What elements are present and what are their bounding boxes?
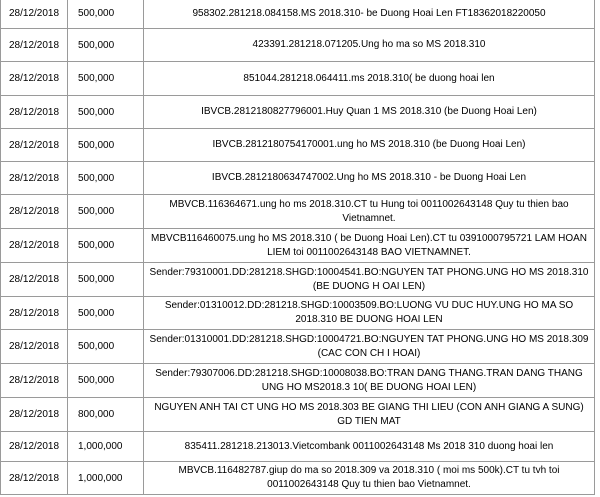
table-row [1,162,595,195]
description-cell: Sender:79310001.DD:281218.SHGD:10004541.BO:NGUYEN TAT PHONG.UNG HO MS 2018.310 (BE DUONG H OAI LEN) [144,263,595,297]
date-cell: 28/12/2018 [1,0,68,29]
date-cell: 28/12/2018 [1,229,68,263]
date-cell: 28/12/2018 [1,96,68,129]
date-cell: 28/12/2018 [1,330,68,364]
amount-cell: 1,000,000 [68,462,144,495]
table-row [1,62,595,96]
description-cell: 958302.281218.084158.MS 2018.310- be Duong Hoai Len FT18362018220050 [144,0,595,29]
date-cell: 28/12/2018 [1,432,68,462]
date-cell: 28/12/2018 [1,195,68,229]
date-cell: 28/12/2018 [1,297,68,330]
donation-table-body [1,0,595,495]
table-row [1,364,595,398]
date-cell: 28/12/2018 [1,29,68,62]
amount-cell: 500,000 [68,162,144,195]
amount-cell: 500,000 [68,364,144,398]
description-cell: IBVCB.2812180634747002.Ung ho MS 2018.310 - be Duong Hoai Len [144,162,595,195]
table-row [1,297,595,330]
date-cell: 28/12/2018 [1,462,68,495]
table-row [1,29,595,62]
description-cell: 851044.281218.064411.ms 2018.310( be duong hoai len [144,62,595,96]
amount-cell: 500,000 [68,330,144,364]
amount-cell: 1,000,000 [68,432,144,462]
amount-cell: 500,000 [68,62,144,96]
table-row [1,263,595,297]
date-cell: 28/12/2018 [1,398,68,432]
date-cell: 28/12/2018 [1,263,68,297]
table-row [1,432,595,462]
date-cell: 28/12/2018 [1,162,68,195]
amount-cell: 500,000 [68,263,144,297]
description-cell: 423391.281218.071205.Ung ho ma so MS 2018.310 [144,29,595,62]
description-cell: IBVCB.2812180754170001.ung ho MS 2018.310 (be Duong Hoai Len) [144,129,595,162]
description-cell: 835411.281218.213013.Vietcombank 0011002643148 Ms 2018 310 duong hoai len [144,432,595,462]
description-cell: MBVCB116460075.ung ho MS 2018.310 ( be Duong Hoai Len).CT tu 0391000795721 LAM HOAN LIEM toi 0011002643148 BAO VIETNAMNET. [144,229,595,263]
description-cell: IBVCB.2812180827796001.Huy Quan 1 MS 2018.310 (be Duong Hoai Len) [144,96,595,129]
amount-cell: 500,000 [68,229,144,263]
table-row [1,229,595,263]
amount-cell: 500,000 [68,195,144,229]
amount-cell: 500,000 [68,0,144,29]
description-cell: NGUYEN ANH TAI CT UNG HO MS 2018.303 BE GIANG THI LIEU (CON ANH GIANG A SUNG) GD TIEN MAT [144,398,595,432]
table-row [1,96,595,129]
description-cell: MBVCB.116364671.ung ho ms 2018.310.CT tu Hung toi 0011002643148 Quy tu thien bao Vietnamnet. [144,195,595,229]
table-row [1,398,595,432]
date-cell: 28/12/2018 [1,129,68,162]
date-cell: 28/12/2018 [1,62,68,96]
description-cell: MBVCB.116482787.giup do ma so 2018.309 va 2018.310 ( moi ms 500k).CT tu tvh toi 0011002643148 Quy tu thien bao Vietnamnet. [144,462,595,495]
amount-cell: 500,000 [68,29,144,62]
description-cell: Sender:01310001.DD:281218.SHGD:10004721.BO:NGUYEN TAT PHONG.UNG HO MS 2018.309 (CAC CON CH I HOAI) [144,330,595,364]
table-row [1,195,595,229]
amount-cell: 500,000 [68,129,144,162]
table-row [1,0,595,29]
amount-cell: 500,000 [68,297,144,330]
description-cell: Sender:79307006.DD:281218.SHGD:10008038.BO:TRAN DANG THANG.TRAN DANG THANG UNG HO MS2018.3 10( BE DUONG HOAI LEN) [144,364,595,398]
table-row [1,462,595,495]
table-row [1,129,595,162]
amount-cell: 500,000 [68,96,144,129]
description-cell: Sender:01310012.DD:281218.SHGD:10003509.BO:LUONG VU DUC HUY.UNG HO MA SO 2018.310 BE DUONG HOAI LEN [144,297,595,330]
table-row [1,330,595,364]
amount-cell: 800,000 [68,398,144,432]
date-cell: 28/12/2018 [1,364,68,398]
